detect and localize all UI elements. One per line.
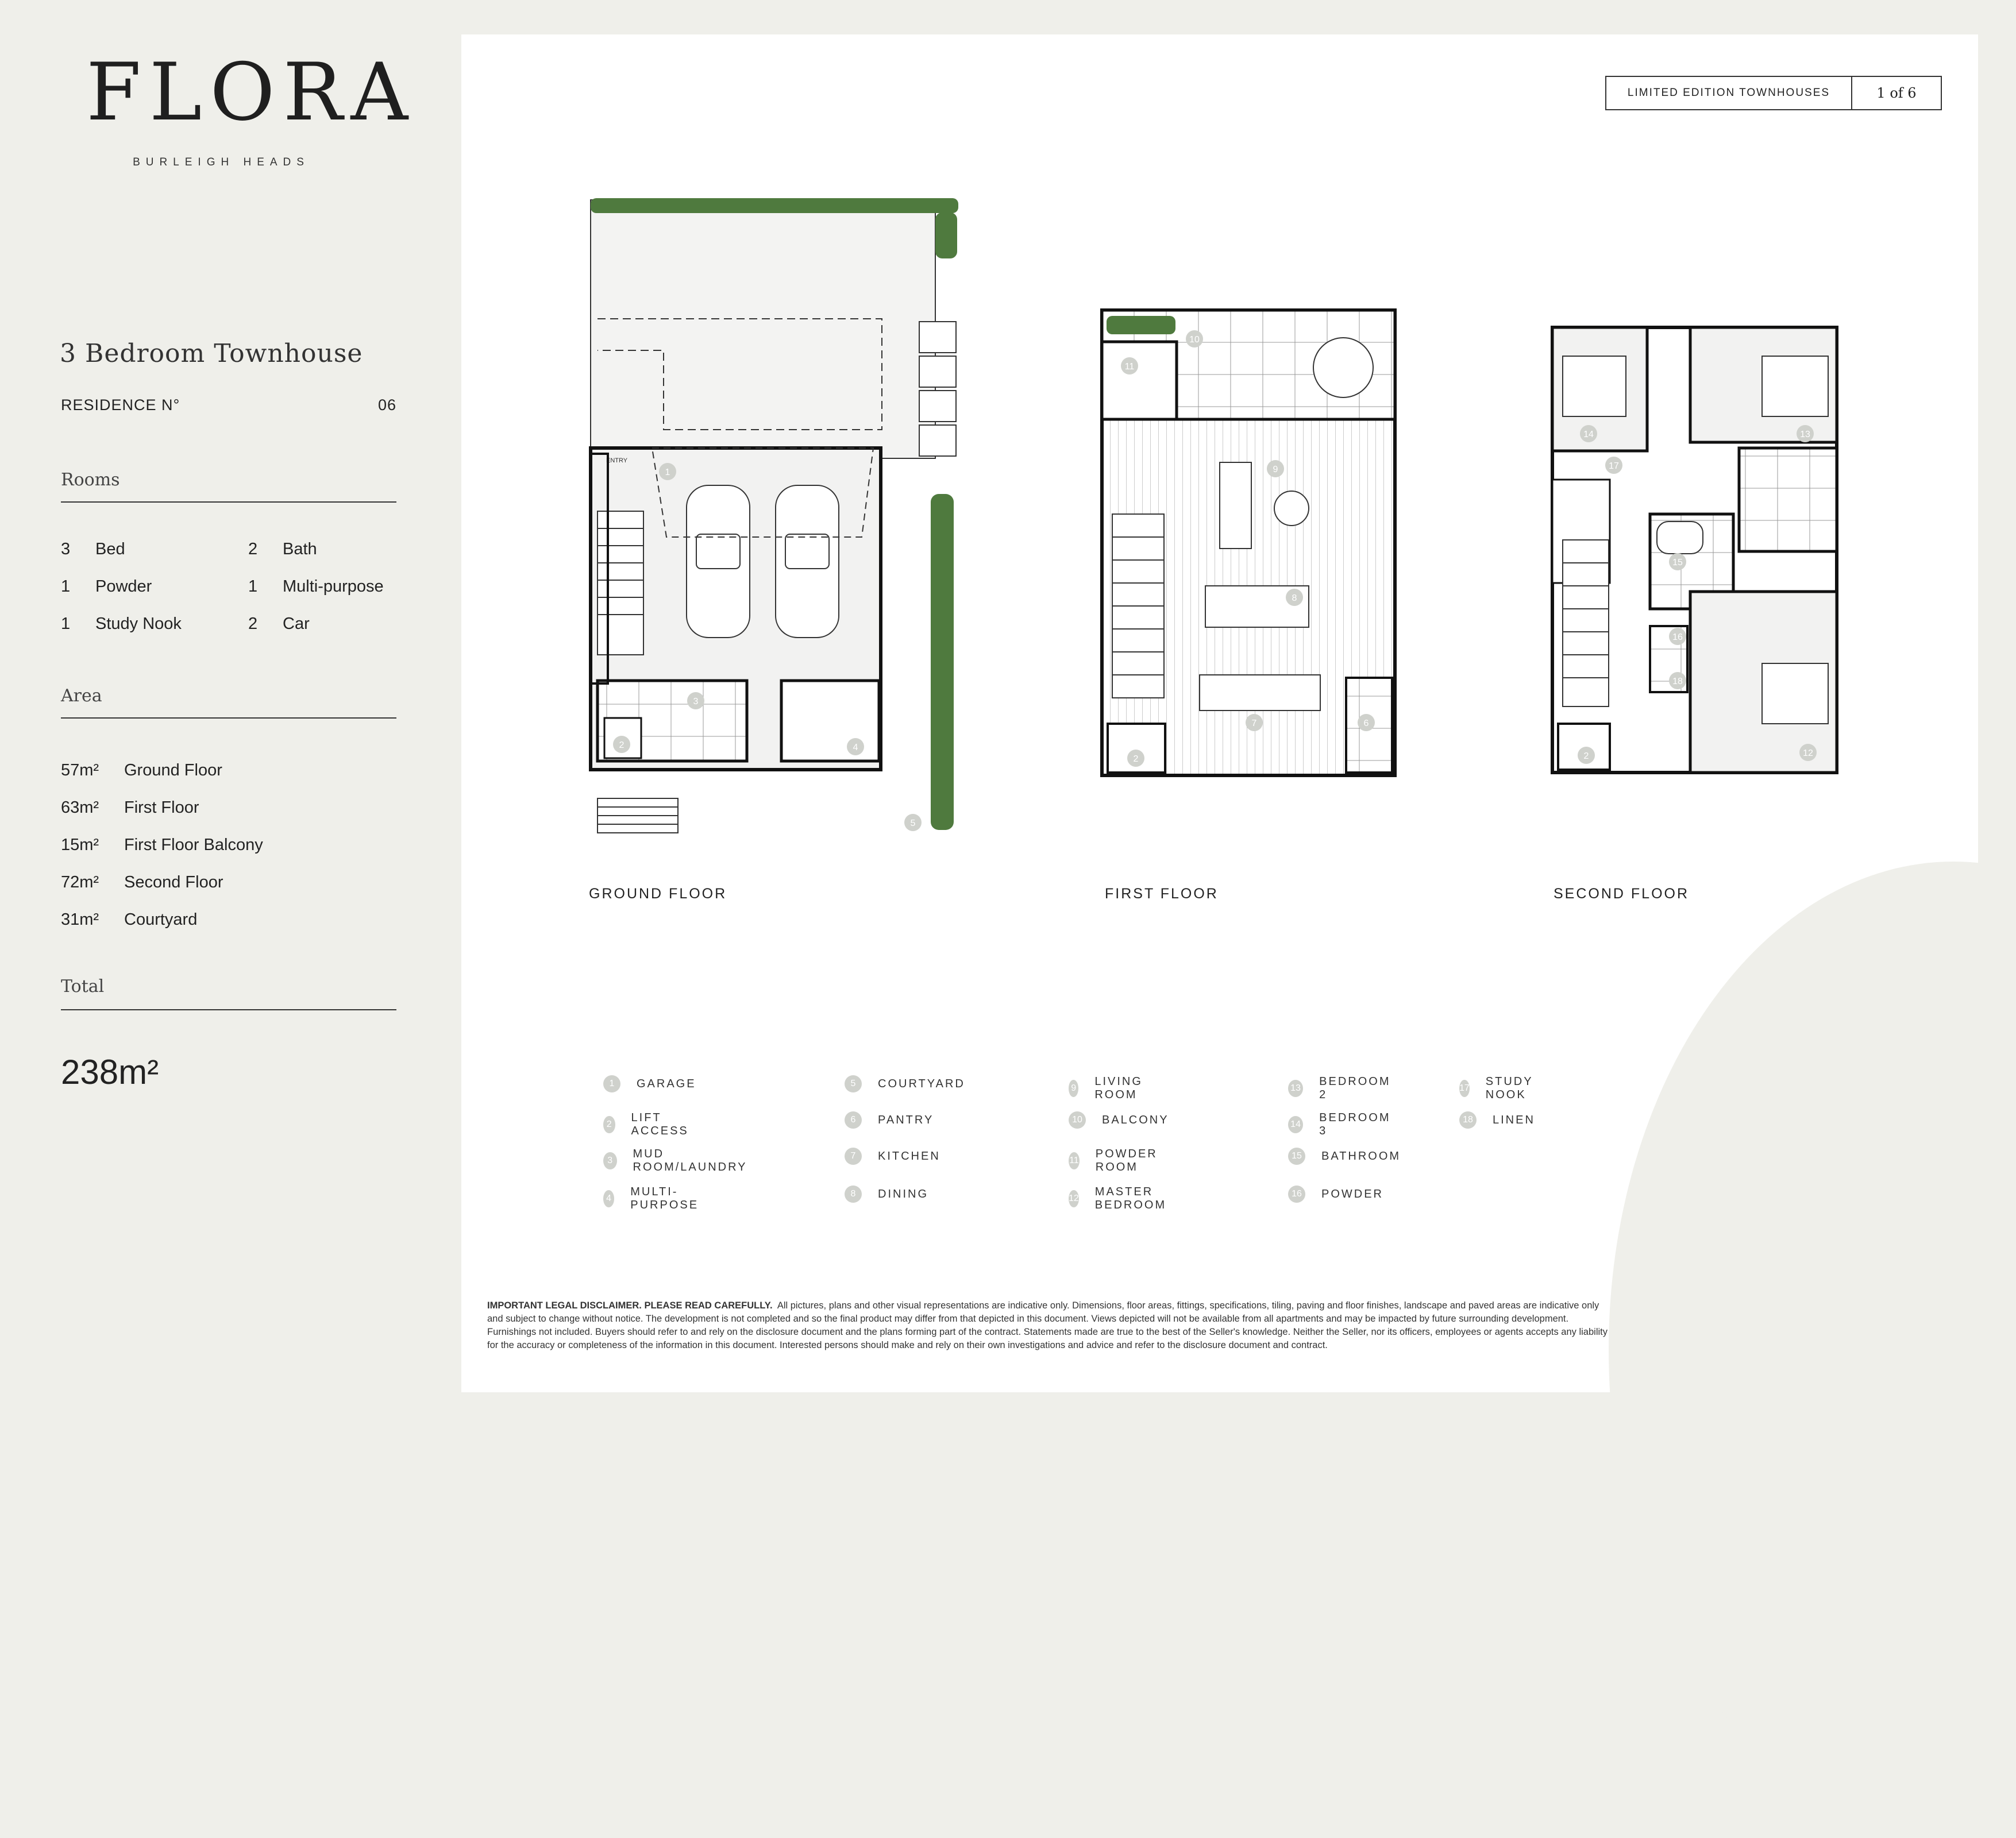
legend-item: 16 POWDER xyxy=(1288,1186,1383,1203)
legend-item: 6 PANTRY xyxy=(845,1111,934,1129)
bed xyxy=(1762,663,1828,724)
bed xyxy=(1762,356,1828,416)
bathtub xyxy=(1657,522,1703,554)
legend-item: 7 KITCHEN xyxy=(845,1148,940,1165)
area-heading: Area xyxy=(61,686,102,706)
svg-text:8: 8 xyxy=(1292,593,1297,603)
room-item: 1 Multi-purpose xyxy=(248,577,384,596)
total-area: 238m² xyxy=(61,1053,159,1091)
legend-item: 17 STUDY NOOK xyxy=(1459,1075,1533,1101)
bed xyxy=(1563,356,1626,416)
legend-item: 2 LIFT ACCESS xyxy=(603,1111,694,1138)
svg-text:1: 1 xyxy=(665,468,670,477)
brand-location: BURLEIGH HEADS xyxy=(133,156,310,168)
svg-text:15: 15 xyxy=(1672,558,1683,567)
room-item: 2 Bath xyxy=(248,540,317,558)
legend-item: 11 POWDER ROOM xyxy=(1069,1148,1158,1173)
area-item: 72m² Second Floor xyxy=(61,873,223,891)
floor-label-second: SECOND FLOOR xyxy=(1554,886,1690,902)
room-item: 1 Powder xyxy=(61,577,152,596)
legend-item: 9 LIVING ROOM xyxy=(1069,1075,1150,1102)
first-floor-plan xyxy=(1102,310,1395,775)
stairs xyxy=(598,511,643,655)
svg-text:7: 7 xyxy=(1251,719,1257,728)
legend-item: 15 BATHROOM xyxy=(1288,1148,1401,1165)
floor-label-ground: GROUND FLOOR xyxy=(589,886,727,902)
entry-steps xyxy=(598,798,678,833)
svg-text:2: 2 xyxy=(1133,754,1139,764)
hedge xyxy=(931,494,954,830)
legend-item: 12 MASTER BEDROOM xyxy=(1069,1186,1167,1211)
dining-table xyxy=(1313,338,1373,397)
hedge xyxy=(935,213,957,258)
legend-item: 14 BEDROOM 3 xyxy=(1288,1111,1393,1138)
svg-text:16: 16 xyxy=(1672,632,1683,642)
area-item: 63m² First Floor xyxy=(61,798,199,817)
svg-text:4: 4 xyxy=(853,743,858,752)
header-tag xyxy=(1605,76,1942,110)
svg-text:12: 12 xyxy=(1803,748,1813,758)
floor-label-first: FIRST FLOOR xyxy=(1105,886,1219,902)
brand-name: FLORA xyxy=(86,46,417,138)
legend-item: 5 COURTYARD xyxy=(845,1075,965,1092)
legend-item: 13 BEDROOM 2 xyxy=(1288,1075,1393,1102)
legal-disclaimer xyxy=(487,1299,1613,1352)
area-divider xyxy=(61,717,396,719)
stairs xyxy=(1112,514,1164,698)
svg-text:3: 3 xyxy=(693,697,699,706)
legend-item: 1 GARAGE xyxy=(603,1075,696,1092)
page-indicator: 1 of 6 xyxy=(1876,85,1917,101)
svg-text:10: 10 xyxy=(1189,335,1200,345)
area-item: 15m² First Floor Balcony xyxy=(61,836,263,854)
area-item: 31m² Courtyard xyxy=(61,910,198,929)
svg-text:2: 2 xyxy=(619,740,625,750)
svg-text:11: 11 xyxy=(1124,362,1135,372)
svg-text:14: 14 xyxy=(1583,430,1594,439)
kitchen-island xyxy=(1200,675,1320,711)
hedge xyxy=(591,198,958,213)
edition-label: LIMITED EDITION TOWNHOUSES xyxy=(1606,77,1852,109)
legend-item: 18 LINEN xyxy=(1459,1111,1535,1129)
residence-label: RESIDENCE N° xyxy=(61,396,180,414)
svg-text:18: 18 xyxy=(1672,677,1683,686)
room-item: 3 Bed xyxy=(61,540,125,558)
floor-plans xyxy=(575,190,1867,850)
second-floor-plan xyxy=(1552,327,1837,773)
hedge xyxy=(1107,316,1175,334)
room-item: 1 Study Nook xyxy=(61,615,182,633)
svg-text:2: 2 xyxy=(1583,751,1589,761)
rooms-heading: Rooms xyxy=(61,470,120,490)
page-title: 3 Bedroom Townhouse xyxy=(60,339,363,368)
entry-label: ENTRY xyxy=(606,457,628,464)
svg-text:6: 6 xyxy=(1363,719,1369,728)
legend-item: 10 BALCONY xyxy=(1069,1111,1169,1129)
legend-item: 4 MULTI-PURPOSE xyxy=(603,1186,705,1212)
svg-text:9: 9 xyxy=(1273,465,1278,474)
svg-text:13: 13 xyxy=(1800,430,1810,439)
ground-floor-plan xyxy=(591,198,958,833)
room-item: 2 Car xyxy=(248,615,310,633)
stairs xyxy=(1563,540,1609,706)
area-item: 57m² Ground Floor xyxy=(61,761,222,779)
rooms-divider xyxy=(61,501,396,503)
legend-item: 3 MUD ROOM/LAUNDRY xyxy=(603,1148,751,1174)
total-divider xyxy=(61,1009,396,1010)
svg-text:5: 5 xyxy=(910,818,916,828)
disclaimer-heading: IMPORTANT LEGAL DISCLAIMER. PLEASE READ CAREFULLY. xyxy=(487,1300,773,1311)
total-heading: Total xyxy=(61,976,105,997)
residence-row xyxy=(61,396,396,414)
sofa xyxy=(1220,462,1251,549)
disclaimer-body: All pictures, plans and other visual representations are indicative only. Dimensions, floor areas, fittings, specifications, tiling, paving and floor finishes, landscape and paved areas are indicative only and subject to change without notice. The development is not completed and so the final product may differ from that depicted in this document. Views depicted will not be available from all apartments and may be impacted by future surrounding development. Furnishings not included. Buyers should refer to and rely on the disclosure document and the plans forming part of the contract. Statements made are true to the best of the Seller's knowledge. Neither the Seller, nor its officers, employees or agents accepts any liability for the accuracy or completeness of the information in this document. Interested persons should make and rely on their own investigations and advice and refer to the disclosure document and contract. xyxy=(487,1300,1608,1350)
legend-item: 8 DINING xyxy=(845,1186,928,1203)
coffee-table xyxy=(1274,491,1309,526)
svg-text:17: 17 xyxy=(1609,461,1619,471)
residence-number: 06 xyxy=(377,396,396,414)
brand-logo xyxy=(86,46,417,169)
